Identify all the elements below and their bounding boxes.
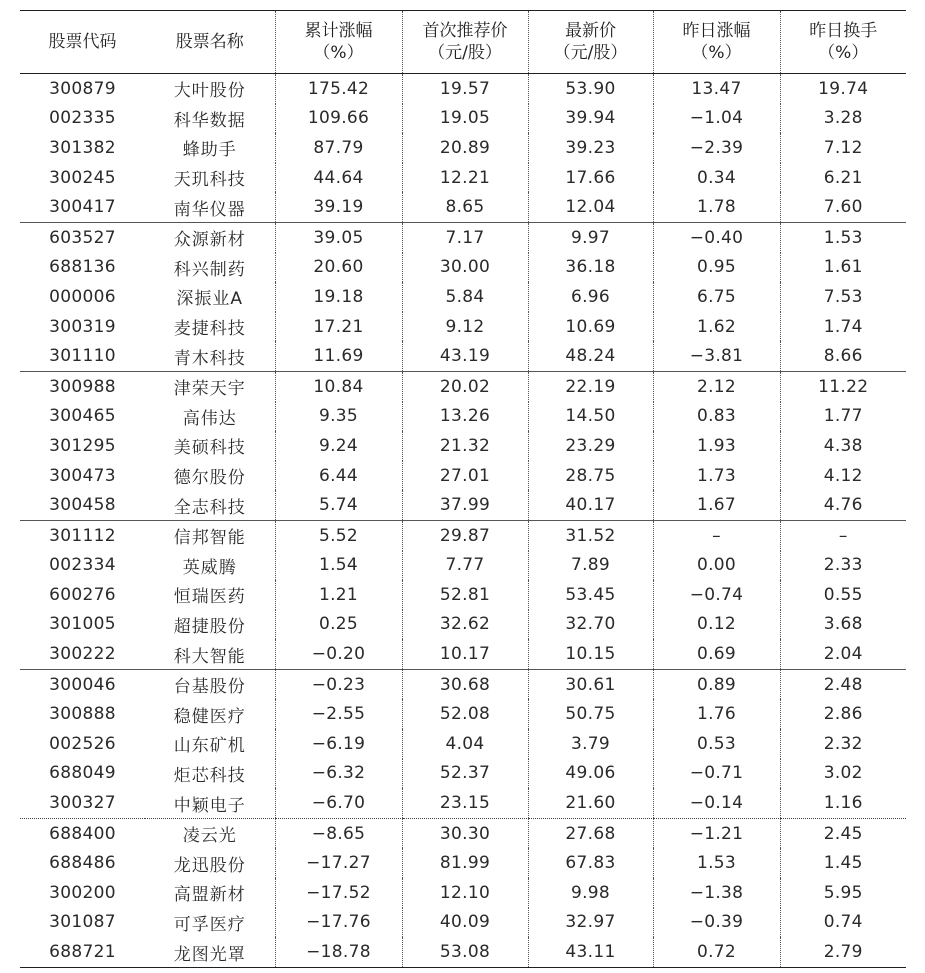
table-row [20, 74, 906, 104]
cell-stock-code: 301005 [49, 614, 116, 635]
cell-yesterday-turnover: 0.74 [780, 908, 906, 938]
table-row [20, 639, 906, 669]
cell-stock-code: 688049 [49, 763, 116, 784]
cell-yesterday-change: 1.76 [653, 699, 780, 729]
cell-stock-code: 300327 [20, 788, 145, 818]
cell-stock-code: 300888 [49, 704, 116, 725]
cell-stock-name: 可孚医疗 [173, 914, 246, 935]
cell-yesterday-change: 1.67 [653, 490, 780, 520]
cell-latest-price: 53.45 [528, 580, 653, 610]
cell-first-price: 27.01 [402, 461, 528, 491]
table-row [20, 312, 906, 342]
cell-stock-name: 凌云光 [182, 826, 237, 847]
cell-stock-code: 300879 [49, 78, 116, 99]
cell-yesterday-change: 1.78 [653, 192, 780, 222]
cell-stock-name: 高盟新材 [173, 885, 246, 906]
cell-cumulative-gain: 0.25 [275, 610, 402, 640]
cell-stock-name: 科兴制药 [173, 259, 246, 280]
header-first-unit: （元/股） [428, 43, 502, 63]
cell-first-price: 20.89 [402, 133, 528, 163]
cell-yesterday-turnover: 1.77 [780, 402, 906, 432]
cell-yesterday-turnover: 2.04 [780, 639, 906, 669]
cell-yesterday-change: −1.21 [653, 818, 780, 848]
cell-stock-code: 002526 [49, 733, 116, 754]
cell-yesterday-change: −1.04 [653, 104, 780, 134]
cell-stock-name: 龙图光罩 [173, 944, 246, 965]
cell-yesterday-change: −0.39 [653, 908, 780, 938]
cell-yesterday-turnover: 1.45 [780, 848, 906, 878]
cell-cumulative-gain: −6.19 [275, 729, 402, 759]
cell-stock-name: 深振业A [176, 289, 244, 310]
header-code-label: 股票代码 [48, 32, 117, 52]
cell-stock-code: 688486 [49, 853, 116, 874]
cell-yesterday-turnover: 3.68 [780, 610, 906, 640]
cell-cumulative-gain: 39.19 [275, 192, 402, 222]
cell-stock-code: 301112 [49, 525, 116, 546]
header-row [20, 11, 906, 74]
header-latest-label: 最新价 [565, 21, 616, 41]
header-turn-label: 昨日换手 [809, 21, 878, 41]
table-row [20, 551, 906, 581]
cell-cumulative-gain: 6.44 [275, 461, 402, 491]
cell-latest-price: 9.97 [528, 222, 653, 252]
cell-stock-code: 300473 [49, 465, 116, 486]
table-row [20, 759, 906, 789]
cell-stock-name: 超捷股份 [173, 616, 246, 637]
cell-first-price: 19.05 [402, 104, 528, 134]
cell-stock-name: 中颖电子 [145, 788, 275, 818]
cell-yesterday-turnover: 11.22 [780, 371, 906, 401]
cell-first-price: 8.65 [402, 192, 528, 222]
cell-yesterday-change: −0.14 [653, 788, 780, 818]
cell-yesterday-turnover: – [780, 520, 906, 550]
cell-latest-price: 49.06 [528, 759, 653, 789]
cell-yesterday-turnover: 2.45 [780, 818, 906, 848]
cell-yesterday-change: 0.00 [653, 551, 780, 581]
cell-yesterday-change: 0.12 [653, 610, 780, 640]
cell-first-price: 53.08 [402, 937, 528, 967]
cell-first-price: 23.15 [402, 788, 528, 818]
cell-first-price: 30.00 [402, 253, 528, 283]
cell-yesterday-turnover: 1.61 [780, 253, 906, 283]
cell-stock-code: 301382 [49, 137, 116, 158]
cell-stock-name: 大叶股份 [173, 81, 246, 102]
cell-first-price: 52.08 [402, 699, 528, 729]
cell-latest-price: 7.89 [528, 551, 653, 581]
cell-yesterday-turnover: 2.79 [780, 937, 906, 967]
cell-cumulative-gain: −17.27 [275, 848, 402, 878]
cell-latest-price: 40.17 [528, 490, 653, 520]
cell-yesterday-change: −0.74 [653, 580, 780, 610]
cell-yesterday-turnover: 2.33 [780, 551, 906, 581]
cell-stock-code: 300245 [49, 167, 116, 188]
cell-cumulative-gain: 87.79 [275, 133, 402, 163]
cell-first-price: 29.87 [402, 520, 528, 550]
cell-cumulative-gain: −0.23 [275, 669, 402, 699]
cell-stock-name: 青木科技 [145, 341, 275, 371]
header-yesterday-turnover [780, 11, 906, 74]
cell-yesterday-change: 0.89 [653, 669, 780, 699]
cell-cumulative-gain: 10.84 [275, 371, 402, 401]
cell-stock-code: 688400 [49, 823, 116, 844]
cell-stock-name: 蜂助手 [182, 140, 237, 161]
cell-latest-price: 10.15 [528, 639, 653, 669]
cell-yesterday-turnover: 19.74 [780, 74, 906, 104]
cell-stock-code: 300222 [20, 639, 145, 669]
cell-first-price: 19.57 [402, 74, 528, 104]
cell-latest-price: 32.70 [528, 610, 653, 640]
header-latest-price [528, 11, 653, 74]
cell-yesterday-change: 6.75 [653, 282, 780, 312]
table-row [20, 371, 906, 401]
cell-stock-name: 信邦智能 [173, 528, 246, 549]
cell-cumulative-gain: 5.52 [275, 520, 402, 550]
cell-stock-name: 英威腾 [182, 557, 237, 578]
cell-yesterday-turnover: 4.38 [780, 431, 906, 461]
cell-cumulative-gain: 5.74 [275, 490, 402, 520]
cell-stock-name: 山东矿机 [173, 736, 246, 757]
cell-cumulative-gain: 175.42 [275, 74, 402, 104]
table-row [20, 461, 906, 491]
cell-yesterday-change: −2.39 [653, 133, 780, 163]
cell-cumulative-gain: −17.52 [275, 878, 402, 908]
cell-yesterday-turnover: 6.21 [780, 163, 906, 193]
cell-yesterday-turnover: 1.53 [780, 222, 906, 252]
cell-yesterday-change: 0.34 [653, 163, 780, 193]
cell-yesterday-turnover: 4.76 [780, 490, 906, 520]
cell-latest-price: 14.50 [528, 402, 653, 432]
cell-stock-code: 002334 [49, 555, 116, 576]
cell-cumulative-gain: 1.21 [275, 580, 402, 610]
stock-recommendation-table [20, 10, 906, 968]
cell-latest-price: 28.75 [528, 461, 653, 491]
cell-latest-price: 48.24 [528, 341, 653, 371]
cell-cumulative-gain: −6.70 [275, 788, 402, 818]
cell-yesterday-turnover: 2.48 [780, 669, 906, 699]
cell-stock-name: 全志科技 [145, 490, 275, 520]
cell-stock-name: 稳健医疗 [173, 706, 246, 727]
cell-cumulative-gain: 9.24 [275, 431, 402, 461]
header-chg-label: 昨日涨幅 [682, 21, 751, 41]
cell-yesterday-change: 1.62 [653, 312, 780, 342]
cell-yesterday-change: −0.40 [653, 222, 780, 252]
cell-cumulative-gain: −6.32 [275, 759, 402, 789]
cell-stock-code: 300319 [49, 316, 116, 337]
cell-latest-price: 31.52 [528, 520, 653, 550]
cell-stock-name: 台基股份 [173, 677, 246, 698]
cell-first-price: 37.99 [402, 490, 528, 520]
cell-latest-price: 6.96 [528, 282, 653, 312]
table-row [20, 848, 906, 878]
cell-latest-price: 12.04 [528, 192, 653, 222]
cell-first-price: 32.62 [402, 610, 528, 640]
cell-cumulative-gain: 44.64 [275, 163, 402, 193]
cell-latest-price: 36.18 [528, 253, 653, 283]
table-row [20, 610, 906, 640]
cell-first-price: 40.09 [402, 908, 528, 938]
table-row [20, 192, 906, 222]
table-row [20, 490, 906, 520]
table-row [20, 580, 906, 610]
cell-first-price: 7.77 [402, 551, 528, 581]
cell-stock-name: 科大智能 [145, 639, 275, 669]
cell-first-price: 5.84 [402, 282, 528, 312]
cell-stock-code: 688136 [49, 257, 116, 278]
cell-first-price: 43.19 [402, 341, 528, 371]
cell-yesterday-turnover: 3.02 [780, 759, 906, 789]
cell-stock-code: 688721 [49, 942, 116, 963]
table-row [20, 878, 906, 908]
cell-yesterday-turnover: 1.16 [780, 788, 906, 818]
cell-first-price: 9.12 [402, 312, 528, 342]
cell-latest-price: 43.11 [528, 937, 653, 967]
cell-first-price: 4.04 [402, 729, 528, 759]
cell-yesterday-change: 2.12 [653, 371, 780, 401]
cell-latest-price: 9.98 [528, 878, 653, 908]
cell-first-price: 81.99 [402, 848, 528, 878]
cell-cumulative-gain: −0.20 [275, 639, 402, 669]
cell-stock-name: 炬芯科技 [173, 765, 246, 786]
cell-stock-name: 津荣天宇 [173, 379, 246, 400]
table-row [20, 253, 906, 283]
cell-stock-code: 300046 [49, 674, 116, 695]
cell-yesterday-turnover: 7.12 [780, 133, 906, 163]
cell-cumulative-gain: −17.76 [275, 908, 402, 938]
header-cum-label: 累计涨幅 [304, 21, 373, 41]
cell-stock-code: 300988 [49, 376, 116, 397]
cell-latest-price: 39.94 [528, 104, 653, 134]
cell-stock-code: 300465 [49, 406, 116, 427]
cell-latest-price: 39.23 [528, 133, 653, 163]
cell-stock-name: 德尔股份 [173, 468, 246, 489]
cell-yesterday-turnover: 0.55 [780, 580, 906, 610]
cell-first-price: 20.02 [402, 371, 528, 401]
cell-cumulative-gain: 19.18 [275, 282, 402, 312]
table-row [20, 402, 906, 432]
cell-yesterday-change: – [653, 520, 780, 550]
header-first-price [402, 11, 528, 74]
header-yesterday-change [653, 11, 780, 74]
cell-stock-code: 600276 [49, 584, 116, 605]
cell-first-price: 52.37 [402, 759, 528, 789]
cell-yesterday-change: 0.83 [653, 402, 780, 432]
cell-stock-name: 南华仪器 [145, 192, 275, 222]
table-row [20, 431, 906, 461]
cell-cumulative-gain: 39.05 [275, 222, 402, 252]
cell-stock-code: 300458 [20, 490, 145, 520]
cell-cumulative-gain: 1.54 [275, 551, 402, 581]
table-row [20, 163, 906, 193]
cell-first-price: 12.21 [402, 163, 528, 193]
cell-cumulative-gain: 9.35 [275, 402, 402, 432]
cell-yesterday-change: 0.69 [653, 639, 780, 669]
cell-stock-name: 众源新材 [173, 230, 246, 251]
table-row [20, 520, 906, 550]
cell-cumulative-gain: −18.78 [275, 937, 402, 967]
cell-yesterday-change: 1.73 [653, 461, 780, 491]
cell-first-price: 21.32 [402, 431, 528, 461]
table-row [20, 282, 906, 312]
table-row [20, 729, 906, 759]
cell-stock-name: 龙迅股份 [173, 855, 246, 876]
cell-yesterday-change: −0.71 [653, 759, 780, 789]
cell-cumulative-gain: −8.65 [275, 818, 402, 848]
header-cumulative-gain [275, 11, 402, 74]
cell-yesterday-turnover: 4.12 [780, 461, 906, 491]
cell-latest-price: 50.75 [528, 699, 653, 729]
cell-latest-price: 17.66 [528, 163, 653, 193]
cell-stock-name: 美硕科技 [173, 438, 246, 459]
table-row [20, 788, 906, 818]
cell-cumulative-gain: 109.66 [275, 104, 402, 134]
table-row [20, 133, 906, 163]
cell-yesterday-change: −1.38 [653, 878, 780, 908]
cell-yesterday-turnover: 2.86 [780, 699, 906, 729]
table-row [20, 699, 906, 729]
table-row [20, 937, 906, 967]
table-row [20, 104, 906, 134]
table-row [20, 222, 906, 252]
cell-first-price: 12.10 [402, 878, 528, 908]
cell-yesterday-change: −3.81 [653, 341, 780, 371]
cell-stock-code: 301110 [20, 341, 145, 371]
header-turn-unit: （%） [818, 43, 869, 63]
cell-cumulative-gain: 20.60 [275, 253, 402, 283]
cell-first-price: 10.17 [402, 639, 528, 669]
cell-stock-code: 301295 [49, 435, 116, 456]
cell-cumulative-gain: −2.55 [275, 699, 402, 729]
header-name-label: 股票名称 [175, 32, 244, 52]
table-row [20, 341, 906, 371]
cell-yesterday-turnover: 8.66 [780, 341, 906, 371]
cell-latest-price: 30.61 [528, 669, 653, 699]
cell-latest-price: 10.69 [528, 312, 653, 342]
cell-latest-price: 53.90 [528, 74, 653, 104]
cell-latest-price: 27.68 [528, 818, 653, 848]
cell-stock-code: 300200 [49, 882, 116, 903]
cell-first-price: 13.26 [402, 402, 528, 432]
cell-first-price: 7.17 [402, 222, 528, 252]
cell-latest-price: 32.97 [528, 908, 653, 938]
cell-first-price: 52.81 [402, 580, 528, 610]
cell-stock-code: 002335 [49, 108, 116, 129]
header-code [20, 11, 145, 74]
cell-yesterday-turnover: 7.53 [780, 282, 906, 312]
cell-yesterday-turnover: 7.60 [780, 192, 906, 222]
cell-yesterday-change: 0.72 [653, 937, 780, 967]
cell-cumulative-gain: 11.69 [275, 341, 402, 371]
cell-yesterday-turnover: 5.95 [780, 878, 906, 908]
cell-yesterday-change: 0.53 [653, 729, 780, 759]
cell-yesterday-turnover: 2.32 [780, 729, 906, 759]
cell-latest-price: 23.29 [528, 431, 653, 461]
cell-stock-code: 603527 [49, 227, 116, 248]
header-latest-unit: （元/股） [553, 43, 628, 63]
cell-latest-price: 67.83 [528, 848, 653, 878]
cell-stock-name: 恒瑞医药 [173, 587, 246, 608]
cell-yesterday-change: 13.47 [653, 74, 780, 104]
cell-yesterday-turnover: 3.28 [780, 104, 906, 134]
cell-stock-code: 301087 [49, 912, 116, 933]
cell-first-price: 30.30 [402, 818, 528, 848]
stock-table-container [20, 10, 906, 968]
cell-stock-name: 天玑科技 [173, 170, 246, 191]
header-chg-unit: （%） [691, 43, 742, 63]
header-cum-unit: （%） [313, 43, 364, 63]
table-header [20, 11, 906, 74]
header-first-label: 首次推荐价 [422, 21, 508, 41]
cell-stock-code: 300417 [20, 192, 145, 222]
table-row [20, 818, 906, 848]
cell-stock-name: 高伟达 [182, 408, 237, 429]
cell-yesterday-change: 1.93 [653, 431, 780, 461]
cell-stock-name: 麦捷科技 [173, 319, 246, 340]
header-name [145, 11, 275, 74]
cell-stock-name: 科华数据 [173, 110, 246, 131]
cell-yesterday-change: 0.95 [653, 253, 780, 283]
table-row [20, 669, 906, 699]
cell-yesterday-turnover: 1.74 [780, 312, 906, 342]
cell-yesterday-change: 1.53 [653, 848, 780, 878]
cell-first-price: 30.68 [402, 669, 528, 699]
cell-stock-code: 000006 [49, 286, 116, 307]
table-row [20, 908, 906, 938]
cell-cumulative-gain: 17.21 [275, 312, 402, 342]
cell-latest-price: 21.60 [528, 788, 653, 818]
cell-latest-price: 22.19 [528, 371, 653, 401]
cell-latest-price: 3.79 [528, 729, 653, 759]
table-body [20, 74, 906, 968]
